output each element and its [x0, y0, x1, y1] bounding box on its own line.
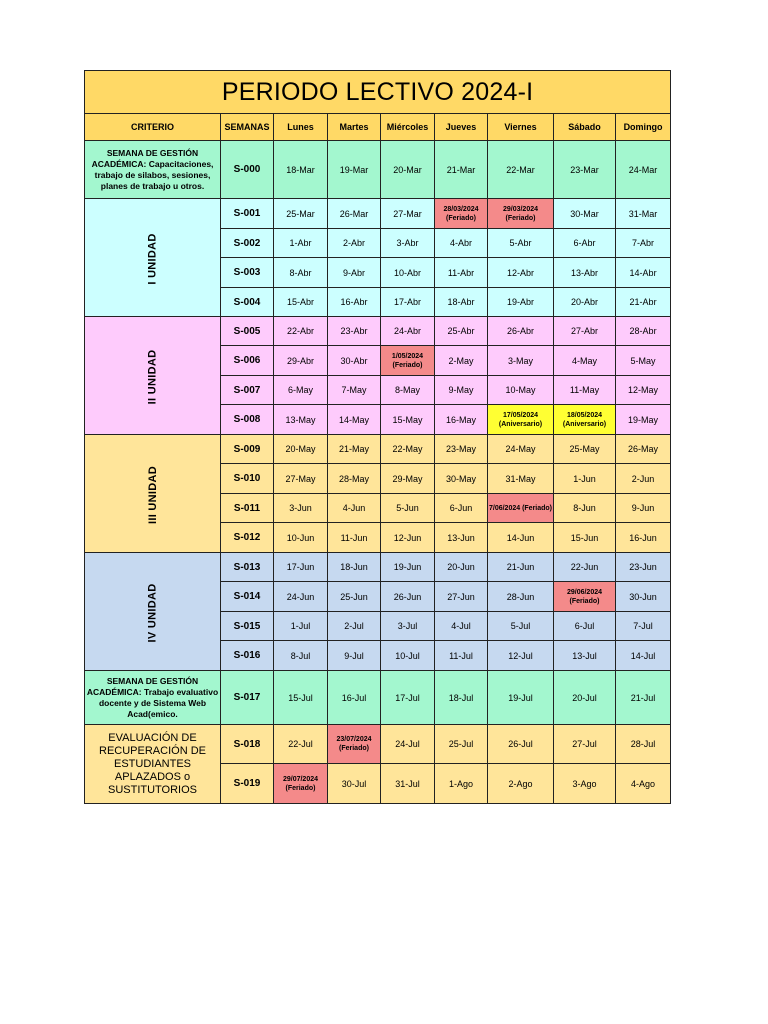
day-cell: 24-Jun — [274, 582, 328, 612]
day-cell: 2-Abr — [328, 229, 381, 258]
criterio-cell-gestion-1 — [85, 141, 221, 199]
day-cell: 28-Abr — [616, 317, 671, 346]
day-cell: 21-Jun — [488, 553, 554, 582]
criterio-label: SEMANA DE GESTIÓN ACADÉMICA: Trabajo evaluativo docente y de Sistema Web Acad(emico. — [86, 675, 219, 719]
day-cell: 22-Abr — [274, 317, 328, 346]
day-cell: 3-Abr — [381, 229, 435, 258]
day-cell: 23-Jun — [616, 553, 671, 582]
day-cell: 18-Jul — [435, 671, 488, 725]
day-cell: 29-Abr — [274, 346, 328, 376]
day-cell: 26-Jun — [381, 582, 435, 612]
day-cell: 3-Ago — [554, 764, 616, 804]
day-cell: 19-Abr — [488, 288, 554, 317]
day-cell: 16-Jul — [328, 671, 381, 725]
day-cell: 18-Jun — [328, 553, 381, 582]
day-cell: 20-Jun — [435, 553, 488, 582]
week-code: S-004 — [221, 288, 274, 317]
day-cell: 21-Mar — [435, 141, 488, 199]
day-cell: 2-Ago — [488, 764, 554, 804]
criterio-label: I UNIDAD — [146, 232, 159, 285]
day-cell: 2-Jun — [616, 464, 671, 494]
day-cell: 3-May — [488, 346, 554, 376]
week-code: S-013 — [221, 553, 274, 582]
holiday-cell: 28/03/2024 (Feriado) — [435, 199, 488, 229]
table-row — [85, 553, 671, 582]
day-cell: 21-May — [328, 435, 381, 464]
day-cell: 6-Jun — [435, 494, 488, 523]
day-cell: 24-Abr — [381, 317, 435, 346]
day-cell: 10-May — [488, 376, 554, 405]
day-cell: 22-Jun — [554, 553, 616, 582]
day-cell: 8-Abr — [274, 258, 328, 288]
header-jueves: Jueves — [435, 114, 488, 141]
week-code: S-019 — [221, 764, 274, 804]
criterio-label: EVALUACIÓN DE RECUPERACIÓN DE ESTUDIANTES APLAZADOS o SUSTITUTORIOS — [99, 731, 206, 796]
day-cell: 15-Jul — [274, 671, 328, 725]
day-cell: 23-May — [435, 435, 488, 464]
day-cell: 5-Jul — [488, 612, 554, 641]
day-cell: 27-Jun — [435, 582, 488, 612]
day-cell: 10-Jul — [381, 641, 435, 671]
day-cell: 11-Jun — [328, 523, 381, 553]
criterio-cell-unidad-1 — [85, 199, 221, 317]
holiday-cell: 29/06/2024 (Feriado) — [554, 582, 616, 612]
day-cell: 27-Abr — [554, 317, 616, 346]
day-cell: 17-Abr — [381, 288, 435, 317]
day-cell: 7-Jul — [616, 612, 671, 641]
day-cell: 14-May — [328, 405, 381, 435]
day-cell: 20-Jul — [554, 671, 616, 725]
week-code: S-008 — [221, 405, 274, 435]
day-cell: 2-May — [435, 346, 488, 376]
day-cell: 27-Mar — [381, 199, 435, 229]
table-row — [85, 435, 671, 464]
day-cell: 20-May — [274, 435, 328, 464]
week-code: S-005 — [221, 317, 274, 346]
header-domingo: Domingo — [616, 114, 671, 141]
day-cell: 16-Jun — [616, 523, 671, 553]
day-cell: 9-Abr — [328, 258, 381, 288]
day-cell: 24-Mar — [616, 141, 671, 199]
day-cell: 13-Jul — [554, 641, 616, 671]
day-cell: 4-Jun — [328, 494, 381, 523]
week-code: S-000 — [221, 141, 274, 199]
day-cell: 25-May — [554, 435, 616, 464]
day-cell: 20-Mar — [381, 141, 435, 199]
day-cell: 23-Abr — [328, 317, 381, 346]
week-code: S-011 — [221, 494, 274, 523]
day-cell: 25-Mar — [274, 199, 328, 229]
week-code: S-009 — [221, 435, 274, 464]
week-code: S-001 — [221, 199, 274, 229]
week-code: S-016 — [221, 641, 274, 671]
day-cell: 21-Jul — [616, 671, 671, 725]
holiday-cell: 29/03/2024 (Feriado) — [488, 199, 554, 229]
criterio-label: IV UNIDAD — [146, 583, 159, 642]
header-row — [85, 114, 671, 141]
day-cell: 25-Jun — [328, 582, 381, 612]
header-criterio: CRITERIO — [85, 114, 221, 141]
criterio-cell-unidad-3 — [85, 435, 221, 553]
week-code: S-007 — [221, 376, 274, 405]
day-cell: 16-May — [435, 405, 488, 435]
day-cell: 4-May — [554, 346, 616, 376]
day-cell: 22-May — [381, 435, 435, 464]
day-cell: 9-Jul — [328, 641, 381, 671]
day-cell: 26-Mar — [328, 199, 381, 229]
page-title: PERIODO LECTIVO 2024-I — [85, 71, 671, 114]
day-cell: 31-Jul — [381, 764, 435, 804]
day-cell: 17-Jun — [274, 553, 328, 582]
holiday-cell: 29/07/2024 (Feriado) — [274, 764, 328, 804]
day-cell: 2-Jul — [328, 612, 381, 641]
academic-calendar-table — [84, 70, 671, 804]
day-cell: 27-May — [274, 464, 328, 494]
day-cell: 20-Abr — [554, 288, 616, 317]
day-cell: 15-May — [381, 405, 435, 435]
day-cell: 10-Abr — [381, 258, 435, 288]
table-row — [85, 725, 671, 764]
week-code: S-002 — [221, 229, 274, 258]
day-cell: 11-Abr — [435, 258, 488, 288]
table-row — [85, 317, 671, 346]
criterio-cell-recuperacion — [85, 725, 221, 804]
week-code: S-014 — [221, 582, 274, 612]
week-code: S-012 — [221, 523, 274, 553]
day-cell: 3-Jul — [381, 612, 435, 641]
week-code: S-018 — [221, 725, 274, 764]
day-cell: 9-Jun — [616, 494, 671, 523]
day-cell: 10-Jun — [274, 523, 328, 553]
header-lunes: Lunes — [274, 114, 328, 141]
day-cell: 1-Abr — [274, 229, 328, 258]
day-cell: 6-Abr — [554, 229, 616, 258]
day-cell: 18-Abr — [435, 288, 488, 317]
day-cell: 14-Jun — [488, 523, 554, 553]
day-cell: 30-Jul — [328, 764, 381, 804]
day-cell: 25-Jul — [435, 725, 488, 764]
criterio-label: II UNIDAD — [146, 349, 159, 404]
week-code: S-010 — [221, 464, 274, 494]
day-cell: 30-Jun — [616, 582, 671, 612]
day-cell: 5-May — [616, 346, 671, 376]
day-cell: 28-May — [328, 464, 381, 494]
day-cell: 24-May — [488, 435, 554, 464]
table-row — [85, 671, 671, 725]
week-code: S-003 — [221, 258, 274, 288]
day-cell: 16-Abr — [328, 288, 381, 317]
day-cell: 7-May — [328, 376, 381, 405]
header-martes: Martes — [328, 114, 381, 141]
header-miercoles: Miércoles — [381, 114, 435, 141]
day-cell: 4-Jul — [435, 612, 488, 641]
day-cell: 13-Jun — [435, 523, 488, 553]
day-cell: 5-Jun — [381, 494, 435, 523]
day-cell: 11-May — [554, 376, 616, 405]
day-cell: 22-Mar — [488, 141, 554, 199]
day-cell: 8-May — [381, 376, 435, 405]
criterio-cell-unidad-4 — [85, 553, 221, 671]
day-cell: 8-Jun — [554, 494, 616, 523]
day-cell: 13-May — [274, 405, 328, 435]
day-cell: 26-Abr — [488, 317, 554, 346]
day-cell: 9-May — [435, 376, 488, 405]
week-code: S-015 — [221, 612, 274, 641]
day-cell: 28-Jul — [616, 725, 671, 764]
day-cell: 18-Mar — [274, 141, 328, 199]
day-cell: 30-Abr — [328, 346, 381, 376]
day-cell: 28-Jun — [488, 582, 554, 612]
day-cell: 11-Jul — [435, 641, 488, 671]
header-semanas: SEMANAS — [221, 114, 274, 141]
day-cell: 19-Jun — [381, 553, 435, 582]
day-cell: 27-Jul — [554, 725, 616, 764]
day-cell: 25-Abr — [435, 317, 488, 346]
day-cell: 30-May — [435, 464, 488, 494]
day-cell: 3-Jun — [274, 494, 328, 523]
header-viernes: Viernes — [488, 114, 554, 141]
day-cell: 30-Mar — [554, 199, 616, 229]
day-cell: 19-Mar — [328, 141, 381, 199]
week-code: S-006 — [221, 346, 274, 376]
day-cell: 22-Jul — [274, 725, 328, 764]
day-cell: 14-Abr — [616, 258, 671, 288]
day-cell: 1-Ago — [435, 764, 488, 804]
day-cell: 12-Abr — [488, 258, 554, 288]
day-cell: 6-Jul — [554, 612, 616, 641]
day-cell: 26-May — [616, 435, 671, 464]
criterio-label: SEMANA DE GESTIÓN ACADÉMICA: Capacitaciones, trabajo de silabos, sesiones, planes de trabajo u otros. — [91, 147, 214, 191]
day-cell: 6-May — [274, 376, 328, 405]
day-cell: 4-Ago — [616, 764, 671, 804]
day-cell: 1-Jul — [274, 612, 328, 641]
day-cell: 31-May — [488, 464, 554, 494]
anniversary-cell: 18/05/2024 (Aniversario) — [554, 405, 616, 435]
criterio-cell-gestion-2 — [85, 671, 221, 725]
day-cell: 15-Jun — [554, 523, 616, 553]
table-row — [85, 199, 671, 229]
day-cell: 24-Jul — [381, 725, 435, 764]
day-cell: 19-Jul — [488, 671, 554, 725]
day-cell: 26-Jul — [488, 725, 554, 764]
day-cell: 15-Abr — [274, 288, 328, 317]
day-cell: 1-Jun — [554, 464, 616, 494]
day-cell: 7-Abr — [616, 229, 671, 258]
day-cell: 12-Jul — [488, 641, 554, 671]
day-cell: 8-Jul — [274, 641, 328, 671]
day-cell: 12-Jun — [381, 523, 435, 553]
week-code: S-017 — [221, 671, 274, 725]
anniversary-cell: 17/05/2024 (Aniversario) — [488, 405, 554, 435]
day-cell: 21-Abr — [616, 288, 671, 317]
criterio-cell-unidad-2 — [85, 317, 221, 435]
day-cell: 23-Mar — [554, 141, 616, 199]
day-cell: 19-May — [616, 405, 671, 435]
day-cell: 4-Abr — [435, 229, 488, 258]
day-cell: 29-May — [381, 464, 435, 494]
day-cell: 17-Jul — [381, 671, 435, 725]
holiday-cell: 23/07/2024 (Feriado) — [328, 725, 381, 764]
header-sabado: Sábado — [554, 114, 616, 141]
day-cell: 13-Abr — [554, 258, 616, 288]
table-row — [85, 141, 671, 199]
day-cell: 14-Jul — [616, 641, 671, 671]
holiday-cell: 1/05/2024 (Feriado) — [381, 346, 435, 376]
day-cell: 5-Abr — [488, 229, 554, 258]
day-cell: 31-Mar — [616, 199, 671, 229]
holiday-cell: 7/06/2024 (Feriado) — [488, 494, 554, 523]
criterio-label: III UNIDAD — [146, 465, 159, 524]
day-cell: 12-May — [616, 376, 671, 405]
